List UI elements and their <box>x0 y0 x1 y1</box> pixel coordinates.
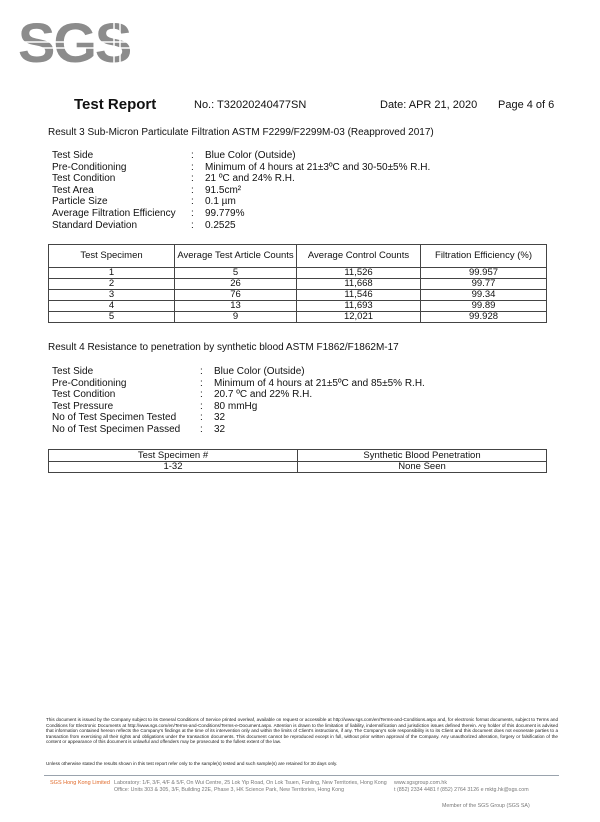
parameter-label: Test Condition <box>52 173 116 185</box>
parameter-colon: : <box>200 412 203 424</box>
footer-divider <box>44 775 559 776</box>
table-cell: 12,021 <box>297 312 421 323</box>
result3-title: Result 3 Sub-Micron Particulate Filtration ASTM F2299/F2299M-03 (Reapproved 2017) <box>48 127 434 138</box>
page-number: Page 4 of 6 <box>498 99 555 111</box>
parameter-colon: : <box>191 219 194 231</box>
table-cell: 4 <box>49 301 175 312</box>
footer-address-line2: Office: Units 303 & 305, 3/F, Building 22E, Phase 3, HK Science Park, New Territories, Hong Kong <box>114 787 345 793</box>
table-cell: 11,668 <box>297 279 421 290</box>
report-title: Test Report <box>74 96 157 113</box>
parameter-colon: : <box>200 366 203 377</box>
table-cell: 99.89 <box>421 301 547 312</box>
table-cell: 99.957 <box>421 268 547 279</box>
table-cell: 13 <box>175 301 297 312</box>
table-cell: 99.34 <box>421 290 547 301</box>
parameter-colon: : <box>191 207 194 219</box>
parameter-value: 0.2525 <box>205 219 236 231</box>
column-header: Filtration Efficiency (%) <box>421 245 547 268</box>
parameter-value: Minimum of 4 hours at 21±3ºC and 30-50±5% R.H. <box>205 161 431 173</box>
parameter-colon: : <box>200 389 203 401</box>
parameter-colon: : <box>191 184 194 196</box>
parameter-label: Pre-Conditioning <box>52 377 127 389</box>
table-row <box>49 290 547 301</box>
table-cell: 26 <box>175 279 297 290</box>
table-cell: None Seen <box>298 462 547 473</box>
parameter-value: 99.779% <box>205 207 245 219</box>
parameter-label: No of Test Specimen Tested <box>52 412 177 424</box>
table-cell: 11,546 <box>297 290 421 301</box>
report-number: No.: T32020240477SN <box>194 99 307 111</box>
parameter-label: Test Side <box>52 366 94 377</box>
parameter-value: Blue Color (Outside) <box>214 366 305 377</box>
parameter-colon: : <box>200 377 203 389</box>
parameter-value: 32 <box>214 412 226 424</box>
table-cell: 3 <box>49 290 175 301</box>
parameter-colon: : <box>191 196 194 208</box>
table-row <box>49 462 547 473</box>
table-row <box>49 279 547 290</box>
parameter-colon: : <box>191 161 194 173</box>
table-cell: 76 <box>175 290 297 301</box>
parameter-colon: : <box>191 173 194 185</box>
report-header <box>74 97 564 117</box>
table-cell: 99.928 <box>421 312 547 323</box>
result3-table <box>48 244 547 323</box>
parameter-colon: : <box>200 400 203 412</box>
table-cell: 9 <box>175 312 297 323</box>
table-cell: 5 <box>49 312 175 323</box>
footer-disclaimer: This document is issued by the Company subject to its General Conditions of Service printed overleaf, available on request or accessible at http://www.sgs.com/en/Terms-and-Conditions.aspx and, for electronic format documents, subject to Terms and Conditions for Electronic Documents at http://www.sgs.com/en/Terms-and-Conditions/Terms-e-Document.aspx. Attention is drawn to the limitation of liability, indemnification and jurisdiction issues defined therein. Any holder of this document is advised that information contained hereon reflects the Company's findings at the time of its intervention only and within the limits of Client's instructions, if any. The Company's sole responsibility is to its Client and this document does not exonerate parties to a transaction from exercising all their rights and obligations under the transaction documents. This document cannot be reproduced except in full, without prior written approval of the Company. Any unauthorized alteration, forgery or falsification of the content or appearance of this document is unlawful and offenders may be prosecuted to the fullest extent of the law. <box>46 717 558 745</box>
footer-phone: t (852) 2334 4481 f (852) 2764 3126 e mktg.hk@sgs.com <box>394 787 529 793</box>
column-header: Test Specimen <box>49 245 175 268</box>
footer-company: SGS Hong Kong Limited <box>50 780 110 786</box>
table-cell: 1 <box>49 268 175 279</box>
footer-member: Member of the SGS Group (SGS SA) <box>442 803 530 809</box>
parameter-value: 32 <box>214 423 226 435</box>
table-row <box>49 301 547 312</box>
table-cell: 11,526 <box>297 268 421 279</box>
table-row <box>49 312 547 323</box>
column-header: Average Control Counts <box>297 245 421 268</box>
parameter-label: Test Area <box>52 184 94 196</box>
table-cell: 99.77 <box>421 279 547 290</box>
column-header: Average Test Article Counts <box>175 245 297 268</box>
parameter-label: No of Test Specimen Passed <box>52 423 181 435</box>
table-cell: 2 <box>49 279 175 290</box>
parameter-label: Pre-Conditioning <box>52 161 127 173</box>
parameter-value: 80 mmHg <box>214 400 258 412</box>
table-cell: 1-32 <box>49 462 298 473</box>
parameter-label: Test Side <box>52 150 94 161</box>
footer-address <box>114 780 387 794</box>
parameter-label: Standard Deviation <box>52 219 138 231</box>
column-header: Synthetic Blood Penetration <box>298 450 547 462</box>
sgs-logo <box>14 12 148 70</box>
footer-note: Unless otherwise stated the results shown in this test report refer only to the sample(s) tested and such sample(s) are retained for 30 days only. <box>46 761 338 766</box>
parameter-label: Average Filtration Efficiency <box>52 207 176 219</box>
parameter-value: 21 ºC and 24% R.H. <box>205 173 295 185</box>
column-header: Test Specimen # <box>49 450 298 462</box>
table-row <box>49 268 547 279</box>
parameter-value: 0.1 µm <box>205 196 236 208</box>
parameter-label: Test Pressure <box>52 400 114 412</box>
parameter-value: 91.5cm² <box>205 184 242 196</box>
table-cell: 11,693 <box>297 301 421 312</box>
result4-title: Result 4 Resistance to penetration by synthetic blood ASTM F1862/F1862M-17 <box>48 342 399 353</box>
parameter-colon: : <box>200 423 203 435</box>
report-date: Date: APR 21, 2020 <box>380 99 478 111</box>
footer-address-line1: Laboratory: 1/F, 3/F, 4/F & 5/F, On Wui Centre, 25 Lok Yip Road, On Lok Tsuen, Fanling, New Territories, Hong Kong <box>114 780 387 786</box>
parameter-value: Blue Color (Outside) <box>205 150 296 161</box>
parameter-label: Particle Size <box>52 196 108 208</box>
table-cell: 5 <box>175 268 297 279</box>
parameter-colon: : <box>191 150 194 161</box>
footer-website: www.sgsgroup.com.hk <box>394 780 447 786</box>
result4-table <box>48 449 547 473</box>
parameter-value: 20.7 ºC and 22% R.H. <box>214 389 313 401</box>
parameter-value: Minimum of 4 hours at 21±5ºC and 85±5% R.H. <box>214 377 425 389</box>
parameter-label: Test Condition <box>52 389 116 401</box>
footer-contact <box>394 780 529 794</box>
svg-text:SGS: SGS <box>18 12 131 70</box>
